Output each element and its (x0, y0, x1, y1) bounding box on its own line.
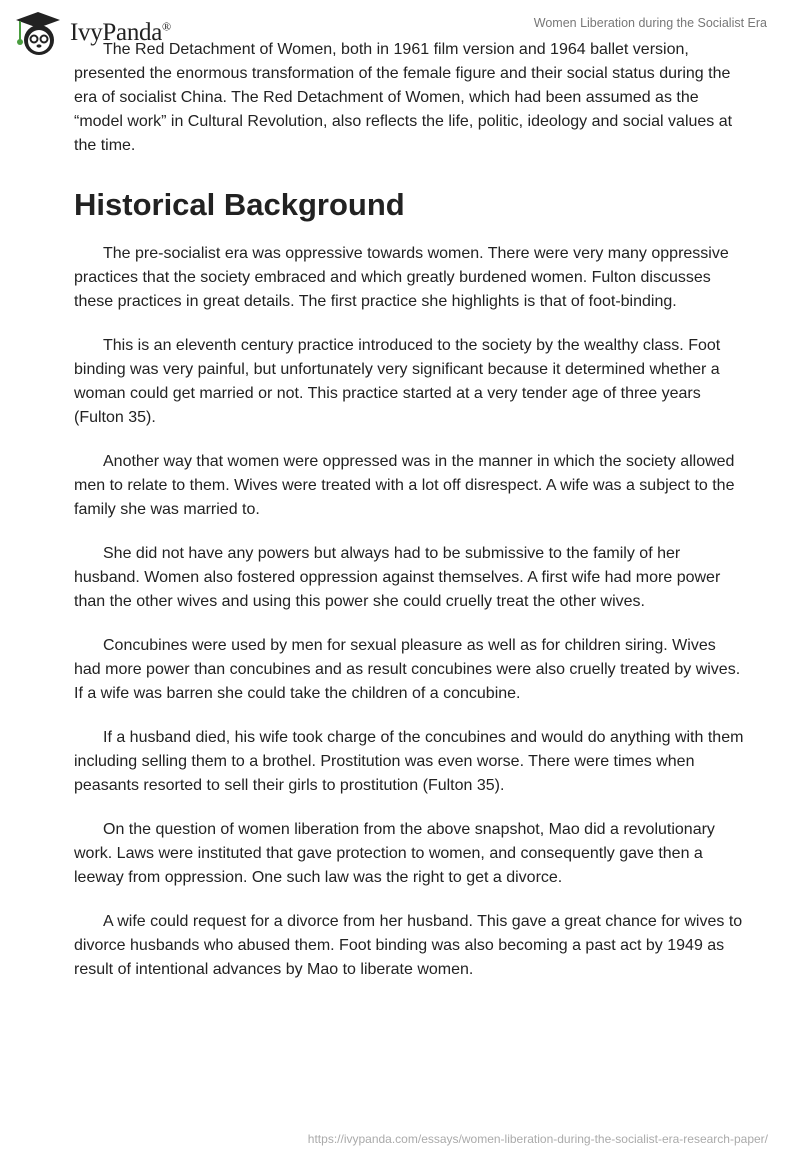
paragraph: Concubines were used by men for sexual pleasure as well as for children siring. Wives had more power than concubines and as result concubines were also cruelly treated by wives. If a wife was barren she could take the children of a concubine. (74, 637, 741, 702)
registered-mark: ® (162, 19, 171, 34)
section-heading: Historical Background (74, 187, 405, 222)
source-url-link[interactable]: https://ivypanda.com/essays/women-liberation-during-the-socialist-era-research-paper/ (307, 1132, 768, 1146)
paragraph: The pre-socialist era was oppressive towards women. There were very many oppressive practices that the society embraced and which greatly burdened women. Fulton discusses these practices in great details. The first practice she highlights is that of foot-binding. (74, 245, 729, 310)
document-title: Women Liberation during the Socialist Era (533, 16, 767, 30)
logo-name: IvyPanda (70, 19, 163, 46)
paragraph: Another way that women were oppressed was in the manner in which the society allowed men to relate to them. Wives were treated with a lot off disrespect. A wife was a subject to the family she was married to. (74, 453, 735, 518)
paragraph: On the question of women liberation from the above snapshot, Mao did a revolutionary work. Laws were instituted that gave protection to women, and consequently gave then a leeway from oppression. One such law was the right to get a divorce. (74, 821, 715, 886)
paragraph: A wife could request for a divorce from her husband. This gave a great chance for wives to divorce husbands who abused them. Foot binding was also becoming a past act by 1949 as result of intentional advances by Mao to liberate women. (74, 913, 743, 978)
intro-paragraph: The Red Detachment of Women, both in 1961 film version and 1964 ballet version, presented the enormous transformation of the female figure and their social status during the era of socialist China. The Red Detachment of Women, which had been assumed as the “model work” in Cultural Revolution, also reflects the life, politic, ideology and social values at the time. (74, 41, 733, 154)
paragraph: This is an eleventh century practice introduced to the society by the wealthy class. Foot binding was very painful, but unfortunately very significant because it determined whether a woman could get married or not. This practice started at a very tender age of three years (Fulton 35). (74, 337, 721, 426)
essay-content (74, 38, 746, 1002)
paragraph: If a husband died, his wife took charge of the concubines and would do anything with them including selling them to a brothel. Prostitution was even worse. There were times when peasants resorted to sell their girls to prostitution (Fulton 35). (74, 729, 744, 794)
paragraph: She did not have any powers but always had to be submissive to the family of her husband. Women also fostered oppression against themselves. A first wife had more power than the other wives and using this power she could cruelly treat the other wives. (74, 545, 721, 610)
panda-logo-icon (12, 8, 64, 58)
